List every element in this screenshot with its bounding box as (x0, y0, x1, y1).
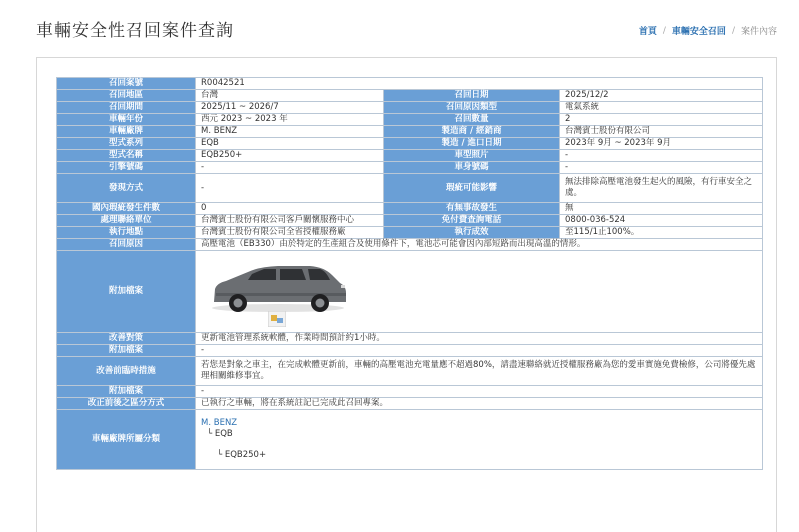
tree-branch-icon: └ (217, 450, 225, 460)
breadcrumb (639, 24, 777, 37)
row-year-qty (57, 114, 763, 126)
file-thumbnail-icon (268, 311, 286, 327)
row-remedy (57, 333, 763, 345)
row-engine-vin (57, 162, 763, 174)
row-interim (57, 357, 763, 386)
before-after-value: 已執行之車輛，將在系統註記已完成此召回專案。 (196, 398, 763, 410)
recall-detail-panel (36, 57, 777, 532)
photo-value: - (560, 150, 763, 162)
row-model-photo (57, 150, 763, 162)
row-series-mfg (57, 138, 763, 150)
recall-period-value: 2025/11 ~ 2026/7 (196, 102, 384, 114)
brand-tree-series: EQB (214, 429, 233, 439)
brand-tree (196, 410, 763, 470)
row-attachment (57, 251, 763, 333)
row-place-result (57, 227, 763, 239)
interim-label: 改善前臨時措施 (57, 357, 196, 386)
model-year-value: 西元 2023 ~ 2023 年 (196, 114, 384, 126)
symptom-value: - (196, 174, 384, 203)
model-name-value: EQB250+ (196, 150, 384, 162)
impact-value: 無法排除高壓電池發生起火的風險，有行車安全之虞。 (560, 174, 763, 203)
model-year-label: 車輛年份 (57, 114, 196, 126)
recall-qty-value: 2 (560, 114, 763, 126)
accident-value: 無 (560, 203, 763, 215)
row-recall-no (57, 78, 763, 90)
row-attachment-3 (57, 386, 763, 398)
exec-result-value: 至115/1止100%。 (560, 227, 763, 239)
attachment-image[interactable] (202, 253, 354, 327)
attachment2-label: 附加檔案 (57, 345, 196, 357)
page-title: 車輛安全性召回案件查詢 (36, 21, 234, 41)
series-value: EQB (196, 138, 384, 150)
exec-place-value: 台灣賓士股份有限公司全省授權服務廠 (196, 227, 384, 239)
engine-no-value: - (196, 162, 384, 174)
accident-label: 有無事故發生 (384, 203, 560, 215)
attachment-label: 附加檔案 (57, 251, 196, 333)
cause-type-value: 電氣系統 (560, 102, 763, 114)
row-brand-maker (57, 126, 763, 138)
breadcrumb-home[interactable]: 首頁 (638, 27, 657, 37)
recall-date-value: 2025/12/2 (560, 90, 763, 102)
contact-unit-value: 台灣賓士股份有限公司客戶關懷服務中心 (196, 215, 384, 227)
impact-label: 瑕疵可能影響 (384, 174, 560, 203)
row-cause (57, 239, 763, 251)
remedy-label: 改善對策 (57, 333, 196, 345)
brand-tree-brand[interactable]: M. BENZ (201, 418, 238, 428)
before-after-label: 改正前後之區分方式 (57, 398, 196, 410)
row-attachment-2 (57, 345, 763, 357)
brand-tree-model-node (201, 450, 757, 461)
engine-no-label: 引擎號碼 (57, 162, 196, 174)
recall-period-label: 召回期間 (57, 102, 196, 114)
row-contact-hotline (57, 215, 763, 227)
breadcrumb-separator: / (731, 25, 735, 36)
attachment3-label: 附加檔案 (57, 386, 196, 398)
photo-label: 車型照片 (384, 150, 560, 162)
breadcrumb-recall[interactable]: 車輛安全召回 (671, 27, 726, 37)
symptom-label: 發現方式 (57, 174, 196, 203)
cause-label: 召回原因 (57, 239, 196, 251)
cause-value: 高壓電池（EB330）由於特定的生產組合及使用條件下，電池芯可能會因內部短路而出現高溫的情形。 (196, 239, 763, 251)
brand-tree-model: EQB250+ (224, 450, 267, 460)
attachment-value (196, 251, 763, 333)
recall-no-label: 召回案號 (57, 78, 196, 90)
breadcrumb-current: 案件內容 (740, 27, 777, 37)
exec-result-label: 執行成效 (384, 227, 560, 239)
domestic-cases-label: 國內瑕疵發生件數 (57, 203, 196, 215)
model-name-label: 型式名稱 (57, 150, 196, 162)
recall-area-label: 召回地區 (57, 90, 196, 102)
brand-label: 車輛廠牌 (57, 126, 196, 138)
maker-label: 製造商 / 經銷商 (384, 126, 560, 138)
hotline-label: 免付費查詢電話 (384, 215, 560, 227)
recall-qty-label: 召回數量 (384, 114, 560, 126)
row-cases-accident (57, 203, 763, 215)
contact-unit-label: 處理聯絡單位 (57, 215, 196, 227)
maker-value: 台灣賓士股份有限公司 (560, 126, 763, 138)
recall-no-value: R0042521 (196, 78, 763, 90)
exec-place-label: 執行地點 (57, 227, 196, 239)
brand-value: M. BENZ (196, 126, 384, 138)
vin-value: - (560, 162, 763, 174)
mfg-date-value: 2023年 9月 ~ 2023年 9月 (560, 138, 763, 150)
domestic-cases-value: 0 (196, 203, 384, 215)
recall-area-value: 台灣 (196, 90, 384, 102)
recall-date-label: 召回日期 (384, 90, 560, 102)
row-before-after (57, 398, 763, 410)
row-period-type (57, 102, 763, 114)
series-label: 型式系列 (57, 138, 196, 150)
hotline-value: 0800-036-524 (560, 215, 763, 227)
row-symptom-impact (57, 174, 763, 203)
row-area-date (57, 90, 763, 102)
vin-label: 車身號碼 (384, 162, 560, 174)
attachment3-value: - (196, 386, 763, 398)
tree-branch-icon: └ (207, 429, 215, 439)
breadcrumb-separator: / (662, 25, 666, 36)
interim-value: 若您是對象之車主，在完成軟體更新前，車輛的高壓電池充電量應不超過80%，請盡速聯絡就近授權服務廠為您的愛車實施免費檢修，公司將優先處理相關維修事宜。 (196, 357, 763, 386)
row-brand-tree (57, 410, 763, 470)
recall-detail-table (56, 77, 763, 470)
brand-tree-series-node (201, 429, 757, 440)
mfg-date-label: 製造 / 進口日期 (384, 138, 560, 150)
brand-tree-label: 車輛廠牌所屬分類 (57, 410, 196, 470)
remedy-value: 更新電池管理系統軟體，作業時間預計約1小時。 (196, 333, 763, 345)
cause-type-label: 召回原因類型 (384, 102, 560, 114)
attachment2-value: - (196, 345, 763, 357)
